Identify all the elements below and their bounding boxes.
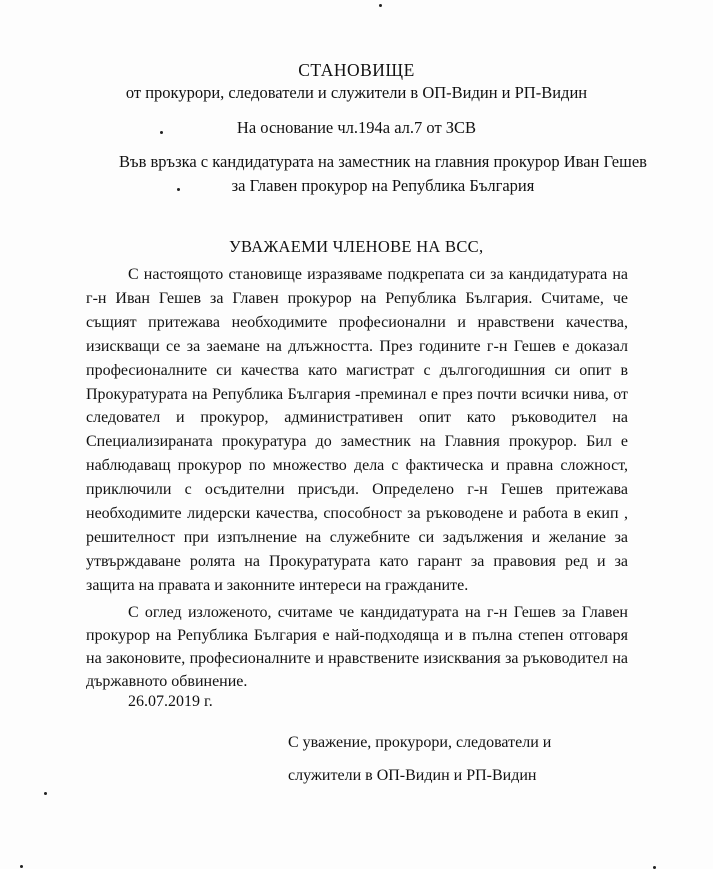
document-date: 26.07.2019 г. bbox=[128, 693, 213, 710]
document-subtitle: от прокурори, следователи и служители в ОП-Видин и РП-Видин bbox=[125, 83, 588, 102]
scan-speck bbox=[20, 865, 23, 868]
legal-basis: На основание чл.194а ал.7 от ЗСВ bbox=[236, 118, 477, 137]
salutation: УВАЖАЕМИ ЧЛЕНОВЕ НА ВСС, bbox=[229, 237, 484, 256]
body-paragraph: С оглед изложеното, считаме че кандидатурата на г-н Гешев за Главен прокурор на Република България е най-подходяща и в пълна степен отговаря на законовите, професионалните и нравствените изисквания за ръководител на държавното обвинение. bbox=[86, 604, 628, 690]
regarding-line: Във връзка с кандидатурата на заместник на главния прокурор Иван Гешев за Главен прокурор на Република България bbox=[119, 152, 647, 195]
scan-speck bbox=[379, 4, 382, 7]
closing-line: С уважение, прокурори, следователи и bbox=[288, 734, 552, 751]
body-paragraph: С настоящото становище изразяваме подкрепата си за кандидатурата на г-н Иван Гешев за Главен прокурор на Република България. Считаме, че същият притежава необходимите професионални и нравствени качества, изискващи се за заемане на длъжността. През годините г-н Гешев е доказал професионалните си качества като магистрат с дългогодишния си опит в Прокуратурата на Република България -преминал е през почти всички нива, от следовател и прокурор, административен опит като ръководител на Специализираната прокуратура до заместник на Главния прокурор. Бил е наблюдаващ прокурор по множество дела с фактическа и правна сложност, приключили с осъдителни присъди. Определено г-н Гешев притежава необходимите лидерски качества, способност за ръководене и работа в екип , решителност при изпълнение на служебните си задължения и желание за утвърждаване ролята на Прокуратурата като гарант за правовия ред и за защита на правата и законните интереси на гражданите. bbox=[86, 266, 628, 594]
scan-speck bbox=[44, 792, 47, 795]
closing-line: служители в ОП-Видин и РП-Видин bbox=[288, 767, 537, 784]
document-title: СТАНОВИЩЕ bbox=[298, 60, 415, 80]
